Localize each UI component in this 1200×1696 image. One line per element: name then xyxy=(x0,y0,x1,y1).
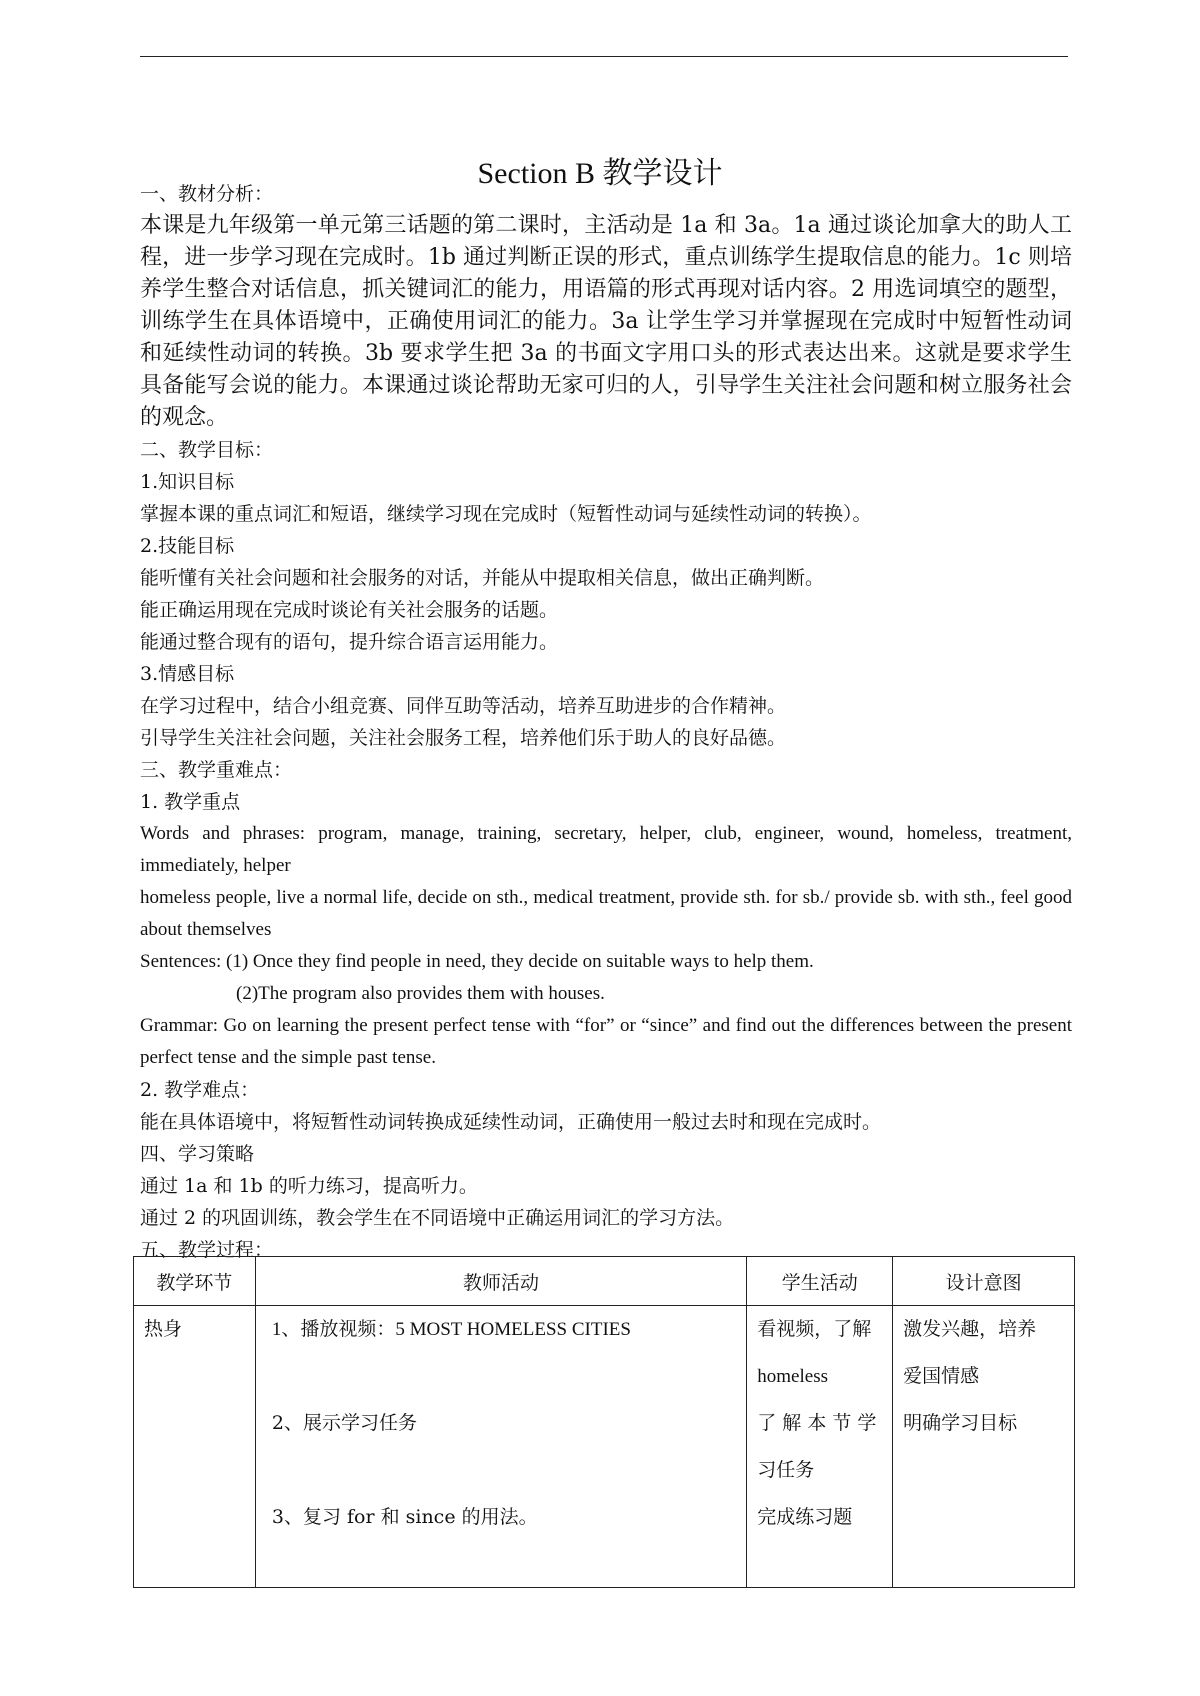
teacher-activity-line xyxy=(272,1353,736,1400)
stage-cell xyxy=(134,1306,256,1588)
difficulty-text: 能在具体语境中，将短暂性动词转换成延续性动词，正确使用一般过去时和现在完成时。 xyxy=(140,1111,882,1133)
teacher-activity-line xyxy=(272,1447,736,1494)
section-heading-process: 五、教学过程： xyxy=(140,1239,274,1261)
table-row xyxy=(134,1306,1075,1588)
teaching-process-table xyxy=(133,1256,1075,1588)
section-heading-strategy: 四、学习策略 xyxy=(140,1143,255,1165)
sentence-two: (2)The program also provides them with houses. xyxy=(236,983,605,1004)
column-header-teacher: 教师活动 xyxy=(255,1257,746,1306)
emotion-objective-title: 3.情感目标 xyxy=(140,663,235,685)
student-activity-cell xyxy=(747,1306,893,1588)
words-and-phrases: Words and phrases: program, manage, training, secretary, helper, club, engineer, wound, homeless, treatment, immediately, helper xyxy=(140,823,1072,876)
table-header-row xyxy=(134,1257,1075,1306)
student-activity-line: 看视频，了解 xyxy=(757,1318,872,1340)
difficulty-title: 2. 教学难点： xyxy=(140,1079,260,1101)
teacher-activity-line: 2、展示学习任务 xyxy=(271,1412,417,1434)
section-heading-key-points: 三、教学重难点： xyxy=(140,759,293,781)
design-intent-line: 爱国情感 xyxy=(903,1365,980,1387)
student-activity-line: homeless xyxy=(757,1366,828,1387)
skill-objective-line: 能通过整合现有的语句，提升综合语言运用能力。 xyxy=(140,631,559,653)
stage-text: 热身 xyxy=(144,1318,183,1340)
design-intent-cell xyxy=(893,1306,1075,1588)
skill-objective-title: 2.技能目标 xyxy=(140,535,235,557)
page-title: Section B 教学设计 xyxy=(477,157,723,191)
column-header-student: 学生活动 xyxy=(747,1257,893,1306)
design-intent-line: 激发兴趣，培养 xyxy=(903,1318,1037,1340)
document-body xyxy=(140,178,1072,1266)
analysis-paragraph: 本课是九年级第一单元第三话题的第二课时，主活动是 1a 和 3a。1a 通过谈论加拿大的助人工程，进一步学习现在完成时。1b 通过判断正误的形式，重点训练学生提取信息的能力。1c 则培养学生整合对话信息，抓关键词汇的能力，用语篇的形式再现对话内容。2 用选词填空的题型，训练学生在具体语境中，正确使用词汇的能力。3a 让学生学习并掌握现在完成时中短暂性动词和延续性动词的转换。3b 要求学生把 3a 的书面文字用口头的形式表达出来。这就是要求学生具备能写会说的能力。本课通过谈论帮助无家可归的人，引导学生关注社会问题和树立服务社会的观念。 xyxy=(140,213,1072,430)
design-intent-line: 明确学习目标 xyxy=(903,1412,1018,1434)
student-activity-line: 了 解 本 节 学 xyxy=(757,1412,877,1434)
skill-objective-line: 能听懂有关社会问题和社会服务的对话，并能从中提取相关信息，做出正确判断。 xyxy=(140,567,825,589)
strategy-line: 通过 2 的巩固训练，教会学生在不同语境中正确运用词汇的学习方法。 xyxy=(140,1207,735,1229)
skill-objective-line: 能正确运用现在完成时谈论有关社会服务的话题。 xyxy=(140,599,559,621)
student-activity-line: 完成练习题 xyxy=(757,1506,853,1528)
teacher-activity-cell xyxy=(255,1306,746,1588)
teacher-activity-line: 3、复习 for 和 since 的用法。 xyxy=(271,1506,538,1528)
section-heading-analysis: 一、教材分析： xyxy=(140,183,274,205)
knowledge-objective-title: 1.知识目标 xyxy=(140,471,235,493)
header-rule xyxy=(140,56,1068,57)
knowledge-objective-text: 掌握本课的重点词汇和短语，继续学习现在完成时（短暂性动词与延续性动词的转换）。 xyxy=(140,503,872,525)
sentence-one: Sentences: (1) Once they find people in need, they decide on suitable ways to help them. xyxy=(140,951,814,972)
key-points-title: 1. 教学重点 xyxy=(140,791,241,813)
emotion-objective-line: 在学习过程中，结合小组竞赛、同伴互助等活动，培养互助进步的合作精神。 xyxy=(140,695,787,717)
strategy-line: 通过 1a 和 1b 的听力练习，提高听力。 xyxy=(140,1175,478,1197)
section-heading-objectives: 二、教学目标： xyxy=(140,439,274,461)
column-header-stage: 教学环节 xyxy=(134,1257,256,1306)
teacher-activity-line: 1、播放视频：5 MOST HOMELESS CITIES xyxy=(271,1319,631,1340)
phrases-list: homeless people, live a normal life, decide on sth., medical treatment, provide sth. for sb./ provide sb. with sth., feel good about themselves xyxy=(140,887,1072,940)
column-header-intent: 设计意图 xyxy=(893,1257,1075,1306)
student-activity-line: 习任务 xyxy=(757,1459,815,1481)
grammar-point: Grammar: Go on learning the present perfect tense with “for” or “since” and find out the differences between the present perfect tense and the simple past tense. xyxy=(140,1015,1072,1068)
emotion-objective-line: 引导学生关注社会问题，关注社会服务工程，培养他们乐于助人的良好品德。 xyxy=(140,727,787,749)
